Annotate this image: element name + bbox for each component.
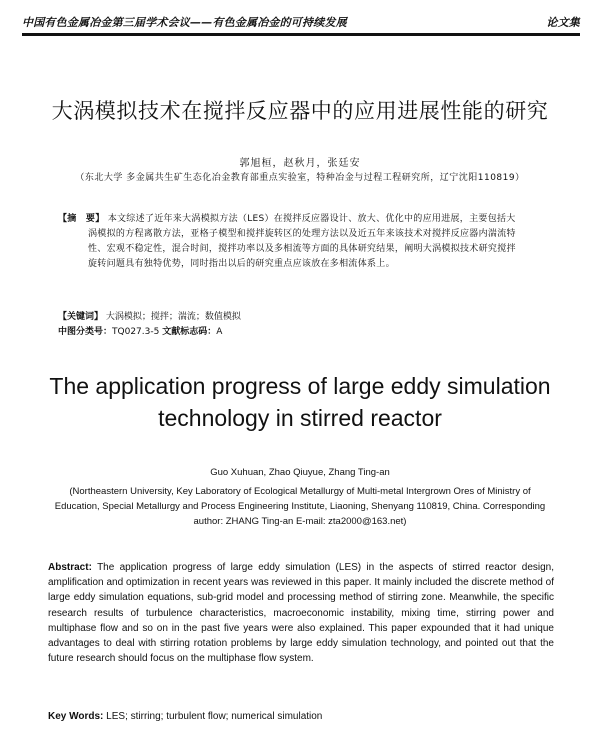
doc-code-label: 文献标志码： <box>162 327 217 337</box>
chinese-classification <box>58 324 222 337</box>
english-keywords-text: LES; stirring; turbulent flow; numerical simulation <box>106 711 323 722</box>
header-section-label: 论文集 <box>546 16 580 29</box>
english-abstract <box>48 560 554 666</box>
chinese-affiliation: （东北大学 多金属共生矿生态化冶金教育部重点实验室，特种冶金与过程工程研究所，辽宁沈阳110819） <box>75 173 525 183</box>
chinese-abstract-label: 【摘 要】 <box>58 214 105 224</box>
english-authors: Guo Xuhuan, Zhao Qiuyue, Zhang Ting-an <box>210 467 390 478</box>
chinese-keywords-text: 大涡模拟；搅拌；湍流；数值模拟 <box>105 312 241 322</box>
english-keywords <box>48 711 322 722</box>
english-abstract-text: The application progress of large eddy simulation (LES) in the aspects of stirred reactor design, amplification and optimization in recent years was reviewed in this paper. It mainly included the discrete method of large eddy simulation equations, sub-grid model and processing method of stirring zone. Meanwhile, the specific research results of turbulence characteristics, macroeconomic instability, mixing time, stirring power and multiphase flow and so on in the past five years were also explained. This paper expounded that it had unique advantages to deal with stirring rotation problems by large eddy simulation technology, and pointed out that the future research should focus on the multiphase flow system. <box>48 562 555 665</box>
header-rule <box>22 35 580 36</box>
chinese-title: 大涡模拟技术在搅拌反应器中的应用进展性能的研究 <box>51 99 549 123</box>
english-affiliation: (Northeastern University, Key Laboratory of Ecological Metallurgy of Multi-metal Intergrown Ores of Ministry of Education, Special Metallurgy and Process Engineering Institute, Liaoning, Shenyang 110819, China. Corresponding author: ZHANG Ting-an E-mail: zta2000@163.net) <box>54 486 546 527</box>
chinese-keywords <box>58 309 241 322</box>
chinese-authors: 郭旭桓，赵秋月，张廷安 <box>239 158 361 169</box>
running-header <box>22 14 580 35</box>
chinese-abstract-text: 本文综述了近年来大涡模拟方法（LES）在搅拌反应器设计、放大、优化中的应用进展，主要包括大涡模拟的方程离散方法，亚格子模型和搅拌旋转区的处理方法以及近五年来该技术对搅拌反应器内湍流特性、宏观不稳定性，混合时间，搅拌功率以及多相流等方面的具体研究结果，阐明大涡模拟技术研究搅拌旋转问题具有独特优势，同时指出以后的研究重点应该放在多相流体系上。 <box>88 214 516 269</box>
english-abstract-label: Abstract: <box>48 562 92 573</box>
doc-code-value: A <box>216 327 223 337</box>
chinese-abstract <box>58 212 524 272</box>
english-title: The application progress of large eddy simulation technology in stirred reactor <box>49 373 551 431</box>
english-keywords-label: Key Words: <box>48 711 104 722</box>
header-conference-title: 中国有色金属冶金第三届学术会议——有色金属冶金的可持续发展 <box>22 16 347 29</box>
chinese-keywords-label: 【关键词】 <box>58 312 104 322</box>
class-number-label: 中图分类号： <box>58 327 113 337</box>
class-number-value: TQ027.3-5 <box>112 327 160 337</box>
